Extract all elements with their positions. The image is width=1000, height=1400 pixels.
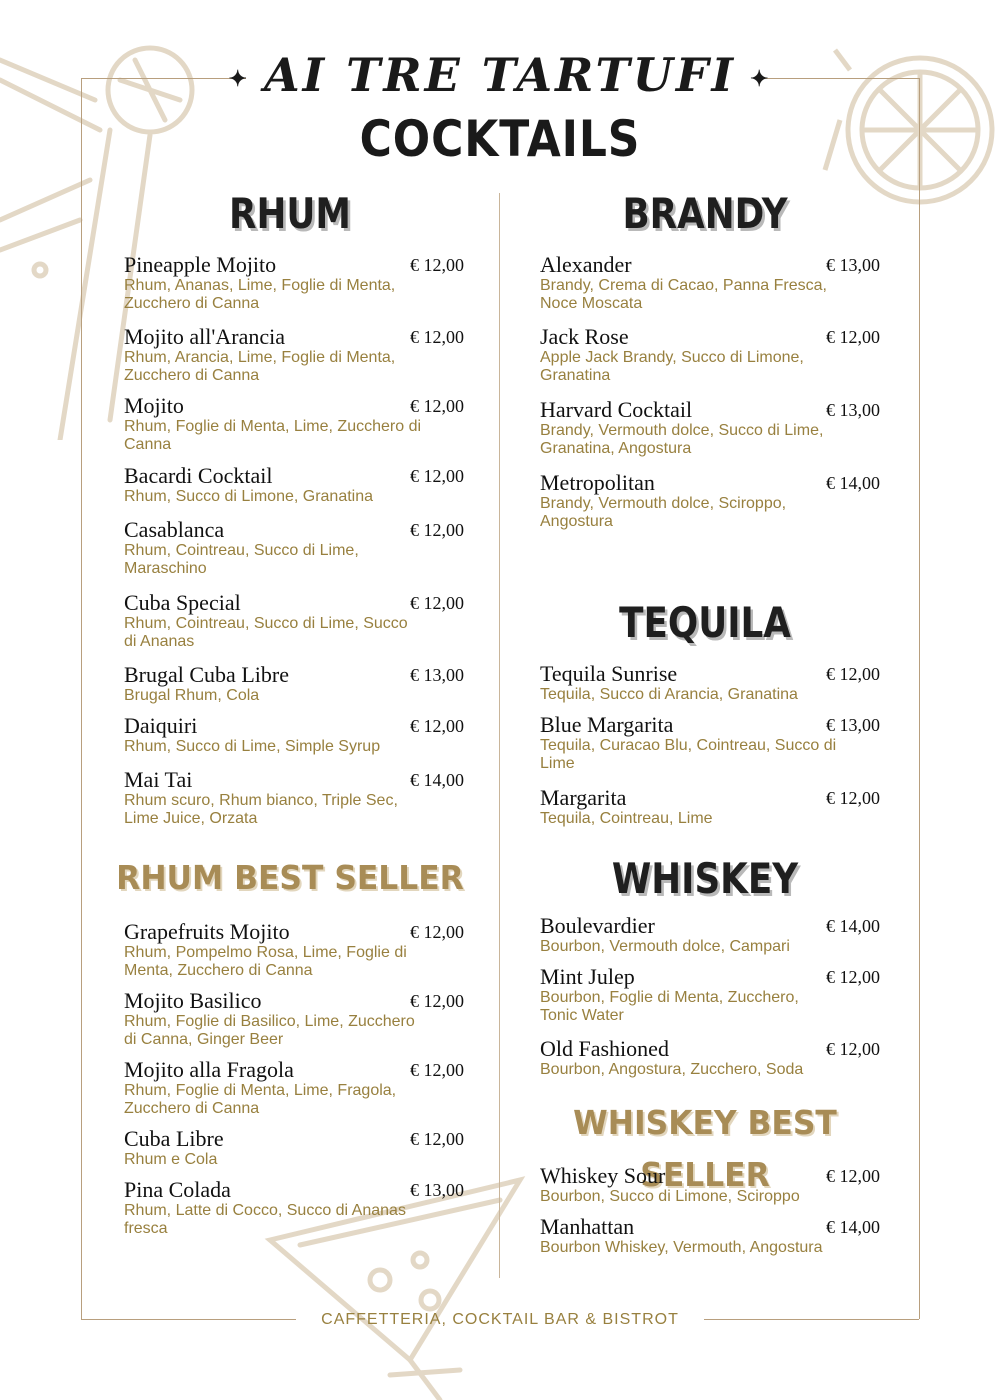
menu-item: [540, 662, 880, 704]
item-price: € 12,00: [826, 1039, 880, 1059]
item-name: Cuba Special: [124, 590, 241, 615]
item-price: € 12,00: [826, 967, 880, 987]
item-name: Alexander: [540, 252, 632, 277]
menu-item: [124, 253, 464, 313]
menu-item: [124, 989, 464, 1049]
item-price: € 12,00: [410, 466, 464, 486]
item-name: Margarita: [540, 785, 627, 810]
item-price: € 13,00: [826, 255, 880, 275]
item-ingredients: Brugal Rhum, Cola: [124, 687, 260, 704]
item-price: € 14,00: [826, 916, 880, 936]
item-name: Tequila Sunrise: [540, 661, 678, 686]
section-title-rhum-best-seller: RHUM BEST SELLER: [116, 858, 464, 897]
item-ingredients: Brandy, Crema di Cacao, Panna Fresca, Noce Moscata: [540, 277, 827, 312]
menu-item: [540, 1037, 880, 1079]
menu-item: [124, 1178, 464, 1238]
item-ingredients: Apple Jack Brandy, Succo di Limone, Granatina: [540, 349, 804, 384]
ornament-left-icon: ✦: [228, 66, 250, 92]
item-name: Whiskey Sour: [540, 1163, 666, 1188]
item-ingredients: Tequila, Cointreau, Lime: [540, 810, 713, 827]
item-ingredients: Bourbon, Vermouth dolce, Campari: [540, 938, 790, 955]
item-name: Mai Tai: [124, 767, 193, 792]
item-ingredients: Brandy, Vermouth dolce, Sciroppo, Angostura: [540, 495, 787, 530]
menu-item: [124, 591, 464, 651]
item-price: € 12,00: [410, 1129, 464, 1149]
item-ingredients: Rhum e Cola: [124, 1151, 218, 1168]
item-name: Metropolitan: [540, 470, 655, 495]
ornament-right-icon: ✦: [750, 66, 772, 92]
item-price: € 14,00: [410, 770, 464, 790]
menu-item: [124, 1058, 464, 1118]
item-ingredients: Tequila, Curacao Blu, Cointreau, Succo di Lime: [540, 737, 837, 772]
menu-title: COCKTAILS: [359, 110, 641, 168]
item-price: € 12,00: [826, 1166, 880, 1186]
menu-item: [540, 325, 880, 385]
item-ingredients: Bourbon, Succo di Limone, Sciroppo: [540, 1188, 800, 1205]
item-price: € 12,00: [826, 664, 880, 684]
menu-item: [540, 398, 880, 458]
item-price: € 13,00: [410, 1180, 464, 1200]
item-name: Boulevardier: [540, 913, 655, 938]
section-title-whiskey-best-seller: WHISKEY BEST SELLER: [573, 1103, 837, 1194]
menu-item: [540, 253, 880, 313]
item-name: Bacardi Cocktail: [124, 463, 273, 488]
item-ingredients: Bourbon, Angostura, Zucchero, Soda: [540, 1061, 804, 1078]
item-name: Cuba Libre: [124, 1126, 224, 1151]
item-ingredients: Rhum, Latte di Cocco, Succo di Ananas fresca: [124, 1202, 406, 1237]
item-price: € 14,00: [826, 473, 880, 493]
item-ingredients: Brandy, Vermouth dolce, Succo di Lime, Granatina, Angostura: [540, 422, 824, 457]
item-ingredients: Rhum, Foglie di Menta, Lime, Zucchero di Canna: [124, 418, 422, 453]
menu-item: [124, 1127, 464, 1169]
item-price: € 12,00: [410, 396, 464, 416]
item-ingredients: Tequila, Succo di Arancia, Granatina: [540, 686, 798, 703]
item-ingredients: Rhum scuro, Rhum bianco, Triple Sec, Lime Juice, Orzata: [124, 792, 398, 827]
item-price: € 12,00: [410, 327, 464, 347]
item-ingredients: Rhum, Ananas, Lime, Foglie di Menta, Zucchero di Canna: [124, 277, 396, 312]
item-name: Mojito all'Arancia: [124, 324, 285, 349]
item-name: Harvard Cocktail: [540, 397, 693, 422]
item-price: € 13,00: [826, 400, 880, 420]
menu-item: [540, 1215, 880, 1257]
item-price: € 12,00: [410, 255, 464, 275]
item-name: Old Fashioned: [540, 1036, 669, 1061]
item-ingredients: Bourbon Whiskey, Vermouth, Angostura: [540, 1239, 823, 1256]
item-ingredients: Rhum, Cointreau, Succo di Lime, Succo di Ananas: [124, 615, 408, 650]
item-price: € 14,00: [826, 1217, 880, 1237]
menu-item: [124, 768, 464, 828]
item-name: Grapefruits Mojito: [124, 919, 290, 944]
menu-item: [124, 518, 464, 578]
menu-item: [540, 1164, 880, 1206]
menu-item: [540, 713, 880, 773]
menu-item: [540, 786, 880, 828]
item-name: Pineapple Mojito: [124, 252, 277, 277]
item-price: € 12,00: [410, 593, 464, 613]
item-ingredients: Rhum, Succo di Limone, Granatina: [124, 488, 374, 505]
menu-item: [124, 464, 464, 506]
item-name: Brugal Cuba Libre: [124, 662, 289, 687]
item-name: Daiquiri: [124, 713, 198, 738]
menu-item: [540, 965, 880, 1025]
section-title-whiskey: WHISKEY: [611, 854, 799, 903]
column-divider: [499, 193, 500, 1278]
item-ingredients: Bourbon, Foglie di Menta, Zucchero, Tonic Water: [540, 989, 799, 1024]
item-name: Mojito alla Fragola: [124, 1057, 294, 1082]
item-price: € 12,00: [410, 716, 464, 736]
menu-item: [124, 394, 464, 454]
item-price: € 12,00: [410, 520, 464, 540]
menu-item: [540, 471, 880, 531]
item-price: € 13,00: [826, 715, 880, 735]
item-ingredients: Rhum, Succo di Lime, Simple Syrup: [124, 738, 381, 755]
item-name: Manhattan: [540, 1214, 635, 1239]
item-name: Mojito: [124, 393, 184, 418]
menu-item: [124, 920, 464, 980]
item-ingredients: Rhum, Cointreau, Succo di Lime, Maraschino: [124, 542, 359, 577]
menu-item: [124, 663, 464, 705]
section-title-brandy: BRANDY: [622, 189, 788, 238]
item-ingredients: Rhum, Foglie di Menta, Lime, Fragola, Zucchero di Canna: [124, 1082, 397, 1117]
item-price: € 12,00: [410, 991, 464, 1011]
item-price: € 12,00: [410, 922, 464, 942]
section-title-tequila: TEQUILA: [619, 598, 791, 647]
item-name: Blue Margarita: [540, 712, 674, 737]
item-name: Casablanca: [124, 517, 225, 542]
section-title-rhum: RHUM: [229, 189, 351, 238]
brand-text: AI TRE TARTUFI: [263, 48, 737, 102]
item-ingredients: Rhum, Pompelmo Rosa, Lime, Foglie di Menta, Zucchero di Canna: [124, 944, 407, 979]
item-ingredients: Rhum, Foglie di Basilico, Lime, Zucchero di Canna, Ginger Beer: [124, 1013, 415, 1048]
footer-tagline: CAFFETTERIA, COCKTAIL BAR & BISTROT: [321, 1311, 679, 1328]
item-ingredients: Rhum, Arancia, Lime, Foglie di Menta, Zucchero di Canna: [124, 349, 396, 384]
menu-item: [124, 714, 464, 756]
menu-item: [540, 914, 880, 956]
item-price: € 12,00: [826, 327, 880, 347]
item-price: € 12,00: [410, 1060, 464, 1080]
item-name: Mint Julep: [540, 964, 635, 989]
restaurant-name: [0, 40, 1000, 114]
menu-item: [124, 325, 464, 385]
item-name: Jack Rose: [540, 324, 629, 349]
item-price: € 12,00: [826, 788, 880, 808]
item-name: Mojito Basilico: [124, 988, 262, 1013]
item-price: € 13,00: [410, 665, 464, 685]
item-name: Pina Colada: [124, 1177, 231, 1202]
